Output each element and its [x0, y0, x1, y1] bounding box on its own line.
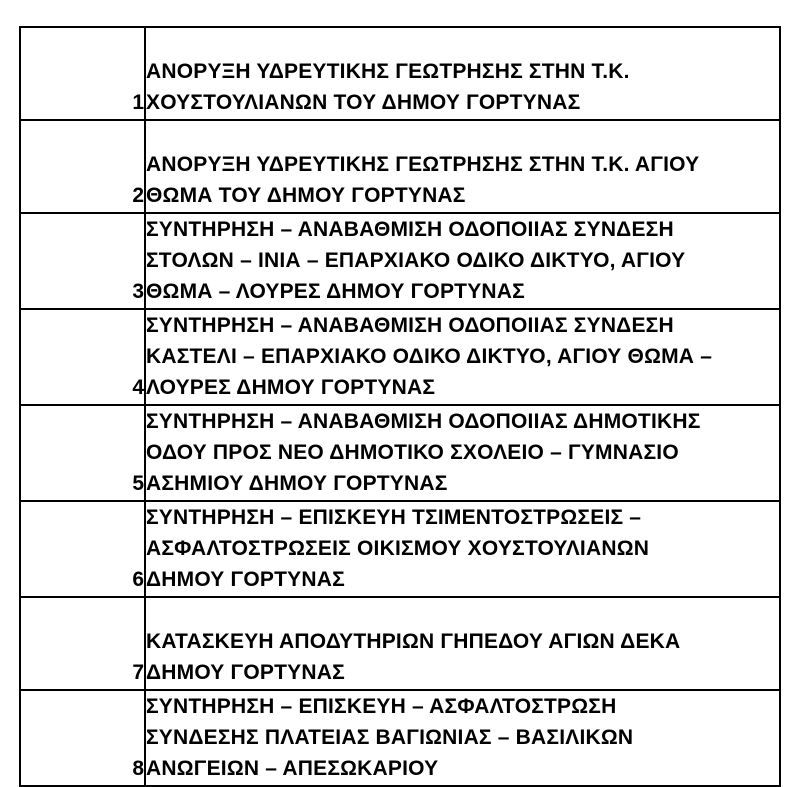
- row-number: 3: [132, 280, 144, 303]
- row-number: 5: [132, 472, 144, 495]
- row-number-cell: [20, 309, 145, 405]
- project-description-cell: [145, 309, 780, 405]
- project-description-cell: [145, 501, 780, 597]
- row-number: 8: [132, 757, 144, 780]
- project-description: ΣΥΝΤΗΡΗΣΗ – ΕΠΙΣΚΕΥΗ – ΑΣΦΑΛΤΟΣΤΡΩΣΗ ΣΥΝΔΕΣΗΣ ΠΛΑΤΕΙΑΣ ΒΑΓΙΩΝΙΑΣ – ΒΑΣΙΛΙΚΩΝ ΑΝΩΓΕΙΩΝ – ΑΠΕΣΩΚΑΡΙΟΥ: [146, 695, 634, 780]
- project-description-cell: [145, 120, 780, 213]
- row-number: 2: [132, 184, 144, 207]
- project-description: ΣΥΝΤΗΡΗΣΗ – ΑΝΑΒΑΘΜΙΣΗ ΟΔΟΠΟΙΙΑΣ ΣΥΝΔΕΣΗ ΚΑΣΤΕΛΙ – ΕΠΑΡΧΙΑΚΟ ΟΔΙΚΟ ΔΙΚΤΥΟ, ΑΓΙΟΥ ΘΩΜΑ – ΛΟΥΡΕΣ ΔΗΜΟΥ ΓΟΡΤΥΝΑΣ: [146, 314, 713, 399]
- table-row: [20, 27, 780, 120]
- table-row: [20, 120, 780, 213]
- project-description: ΑΝΟΡΥΞΗ ΥΔΡΕΥΤΙΚΗΣ ΓΕΩΤΡΗΣΗΣ ΣΤΗΝ Τ.Κ. ΧΟΥΣΤΟΥΛΙΑΝΩΝ ΤΟΥ ΔΗΜΟΥ ΓΟΡΤΥΝΑΣ: [146, 60, 630, 114]
- row-number-cell: [20, 120, 145, 213]
- project-description-cell: [145, 690, 780, 786]
- project-description: ΑΝΟΡΥΞΗ ΥΔΡΕΥΤΙΚΗΣ ΓΕΩΤΡΗΣΗΣ ΣΤΗΝ Τ.Κ. ΑΓΙΟΥ ΘΩΜΑ ΤΟΥ ΔΗΜΟΥ ΓΟΡΤΥΝΑΣ: [146, 153, 700, 207]
- project-description: ΣΥΝΤΗΡΗΣΗ – ΑΝΑΒΑΘΜΙΣΗ ΟΔΟΠΟΙΙΑΣ ΣΥΝΔΕΣΗ ΣΤΟΛΩΝ – ΙΝΙΑ – ΕΠΑΡΧΙΑΚΟ ΟΔΙΚΟ ΔΙΚΤΥΟ, ΑΓΙΟΥ ΘΩΜΑ – ΛΟΥΡΕΣ ΔΗΜΟΥ ΓΟΡΤΥΝΑΣ: [146, 218, 686, 303]
- project-description: ΚΑΤΑΣΚΕΥΗ ΑΠΟΔΥΤΗΡΙΩΝ ΓΗΠΕΔΟΥ ΑΓΙΩΝ ΔΕΚΑ ΔΗΜΟΥ ΓΟΡΤΥΝΑΣ: [146, 630, 681, 684]
- row-number: 1: [132, 91, 144, 114]
- table-row: [20, 309, 780, 405]
- project-description-cell: [145, 597, 780, 690]
- project-description-cell: [145, 27, 780, 120]
- row-number-cell: [20, 597, 145, 690]
- row-number: 4: [132, 376, 144, 399]
- row-number: 6: [132, 568, 144, 591]
- table-row: [20, 405, 780, 501]
- project-description-cell: [145, 213, 780, 309]
- table-row: [20, 597, 780, 690]
- row-number-cell: [20, 27, 145, 120]
- table-row: [20, 690, 780, 786]
- row-number-cell: [20, 405, 145, 501]
- project-description-cell: [145, 405, 780, 501]
- row-number-cell: [20, 690, 145, 786]
- projects-table: [19, 26, 781, 787]
- project-description: ΣΥΝΤΗΡΗΣΗ – ΕΠΙΣΚΕΥΗ ΤΣΙΜΕΝΤΟΣΤΡΩΣΕΙΣ – ΑΣΦΑΛΤΟΣΤΡΩΣΕΙΣ ΟΙΚΙΣΜΟΥ ΧΟΥΣΤΟΥΛΙΑΝΩΝ ΔΗΜΟΥ ΓΟΡΤΥΝΑΣ: [146, 506, 650, 591]
- row-number-cell: [20, 501, 145, 597]
- row-number-cell: [20, 213, 145, 309]
- table-row: [20, 501, 780, 597]
- row-number: 7: [132, 661, 144, 684]
- project-description: ΣΥΝΤΗΡΗΣΗ – ΑΝΑΒΑΘΜΙΣΗ ΟΔΟΠΟΙΙΑΣ ΔΗΜΟΤΙΚΗΣ ΟΔΟΥ ΠΡΟΣ ΝΕΟ ΔΗΜΟΤΙΚΟ ΣΧΟΛΕΙΟ – ΓΥΜΝΑΣΙΟ ΑΣΗΜΙΟΥ ΔΗΜΟΥ ΓΟΡΤΥΝΑΣ: [146, 410, 701, 495]
- table-row: [20, 213, 780, 309]
